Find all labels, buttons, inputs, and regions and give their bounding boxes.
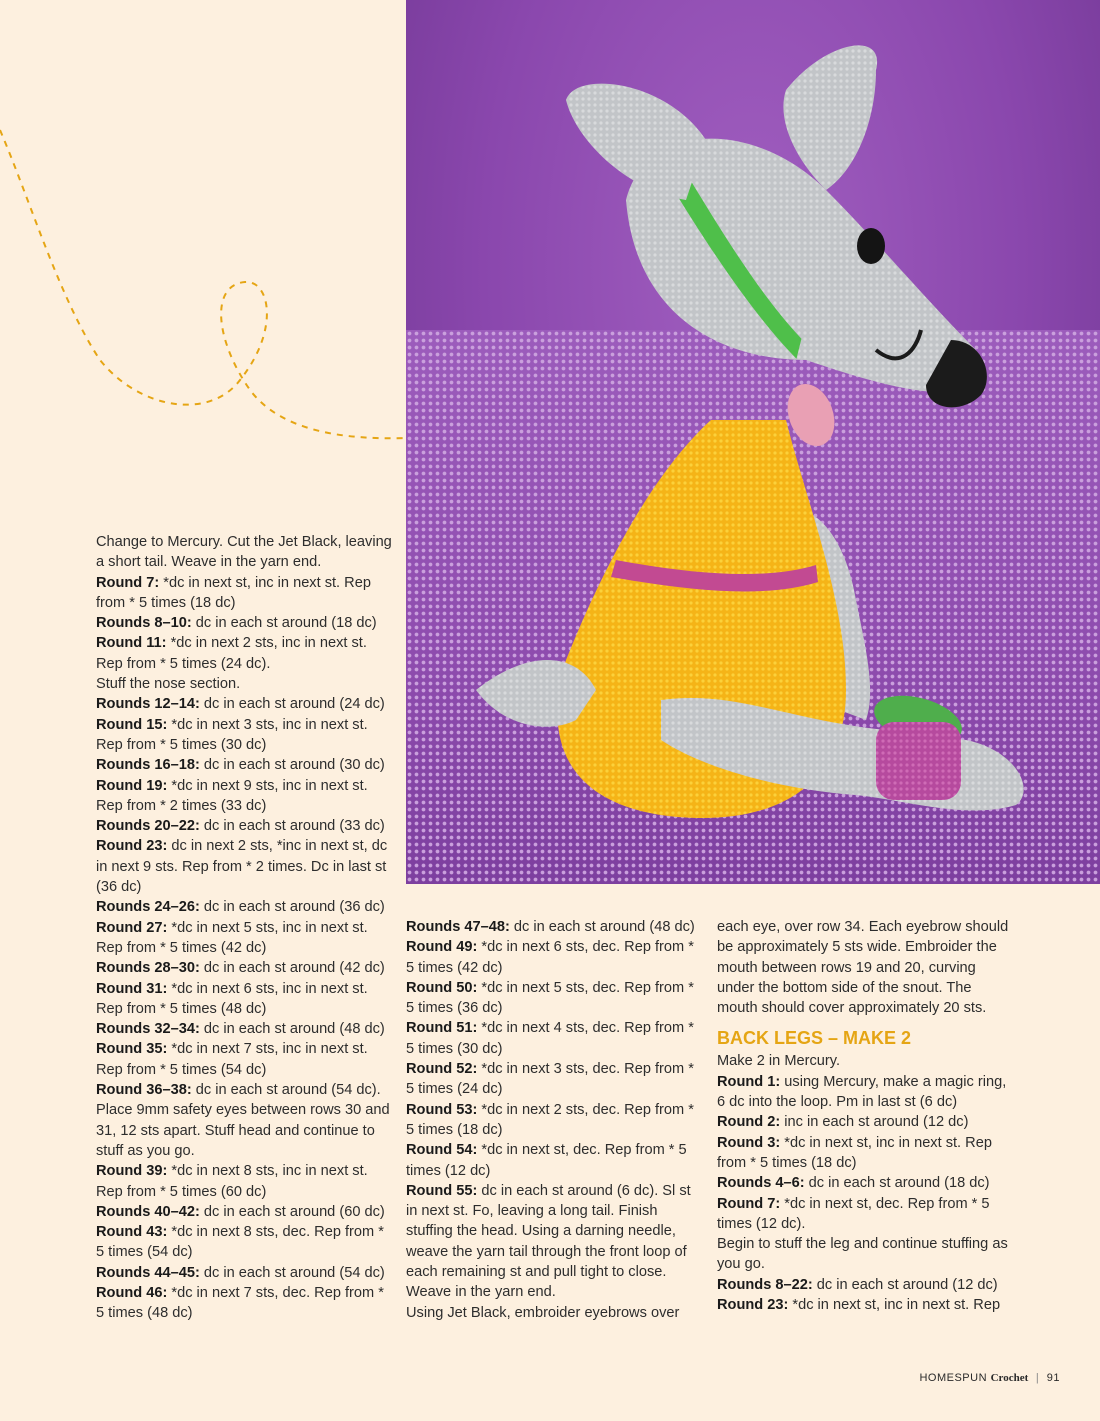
instruction-line xyxy=(96,897,392,917)
instruction-text: *dc in next 7 sts, inc in next st. Rep from * 5 times (54 dc) xyxy=(96,1041,368,1078)
round-label: Round 2: xyxy=(717,1114,781,1131)
instruction-line xyxy=(96,1263,392,1283)
round-label: Rounds 44–45: xyxy=(96,1264,200,1281)
instruction-text: *dc in next 5 sts, inc in next st. Rep from * 5 times (42 dc) xyxy=(96,919,368,956)
instruction-text: dc in each st around (12 dc) xyxy=(812,1276,998,1293)
instruction-line xyxy=(96,979,392,1020)
round-label: Rounds 4–6: xyxy=(717,1175,805,1192)
round-label: Round 3: xyxy=(717,1134,781,1151)
instruction-line xyxy=(96,1161,392,1202)
round-label: Round 7: xyxy=(717,1195,781,1212)
instruction-text: dc in each st around (42 dc) xyxy=(199,960,385,977)
instruction-text: dc in each st around (18 dc) xyxy=(191,615,377,632)
round-label: Rounds 8–10: xyxy=(96,615,192,632)
instruction-line xyxy=(406,917,702,937)
instruction-line xyxy=(406,1018,702,1059)
instruction-text: *dc in next 2 sts, inc in next st. Rep from * 5 times (24 dc). xyxy=(96,635,367,672)
instruction-text: Make 2 in Mercury. xyxy=(717,1053,840,1070)
instruction-line xyxy=(96,715,392,756)
instruction-line xyxy=(96,816,392,836)
page-footer xyxy=(919,1372,1060,1384)
instruction-text: dc in each st around (30 dc) xyxy=(199,757,385,774)
instruction-text: dc in each st around (48 dc) xyxy=(199,1021,385,1038)
footer-separator: | xyxy=(1035,1372,1040,1384)
instruction-text: *dc in next 3 sts, dec. Rep from * 5 times (24 dc) xyxy=(406,1061,694,1098)
amigurumi-mouse-illustration xyxy=(406,0,1100,884)
instruction-line xyxy=(96,674,392,694)
instruction-line xyxy=(406,1181,702,1303)
instruction-text: dc in each st around (33 dc) xyxy=(199,818,385,835)
round-label: Round 11: xyxy=(96,635,167,652)
instruction-text: *dc in next st, dec. Rep from * 5 times (12 dc). xyxy=(717,1195,990,1232)
text-column-1 xyxy=(96,532,392,1324)
text-column-2 xyxy=(406,917,702,1323)
round-label: Round 54: xyxy=(406,1142,478,1159)
instruction-line xyxy=(717,1133,1013,1174)
instruction-text: dc in each st around (24 dc) xyxy=(199,696,385,713)
round-label: Round 35: xyxy=(96,1041,168,1058)
instruction-line xyxy=(96,694,392,714)
round-label: Rounds 28–30: xyxy=(96,960,200,977)
instruction-text: dc in each st around (6 dc). Sl st in next st. Fo, leaving a long tail. Finish stuffing the head. Using a darning needle, weave the yarn tail through the front loop of each remaining st and pull tight to close. Weave in the yarn end. xyxy=(406,1182,691,1301)
instruction-text: Begin to stuff the leg and continue stuffing as you go. xyxy=(717,1236,1008,1273)
instruction-text: *dc in next 6 sts, inc in next st. Rep from * 5 times (48 dc) xyxy=(96,980,368,1017)
instruction-line xyxy=(717,1072,1013,1113)
instruction-text: *dc in next 7 sts, dec. Rep from * 5 times (48 dc) xyxy=(96,1284,384,1322)
text-column-3 xyxy=(717,917,1013,1315)
round-label: Rounds 12–14: xyxy=(96,696,200,713)
round-label: Round 1: xyxy=(717,1073,781,1090)
instruction-text: *dc in next 4 sts, dec. Rep from * 5 times (30 dc) xyxy=(406,1020,694,1057)
instruction-line xyxy=(96,1080,392,1161)
instruction-line xyxy=(96,755,392,775)
instruction-text: *dc in next st, dec. Rep from * 5 times (12 dc) xyxy=(406,1142,687,1179)
round-label: Round 39: xyxy=(96,1163,168,1180)
instruction-text: *dc in next 6 sts, dec. Rep from * 5 times (42 dc) xyxy=(406,939,694,976)
instruction-text: inc in each st around (12 dc) xyxy=(780,1114,969,1131)
instruction-text: using Mercury, make a magic ring, 6 dc into the loop. Pm in last st (6 dc) xyxy=(717,1073,1007,1111)
instruction-line xyxy=(717,1234,1013,1275)
round-label: Round 27: xyxy=(96,919,168,936)
instruction-text: dc in each st around (36 dc) xyxy=(199,899,385,916)
instruction-line xyxy=(717,1295,1013,1315)
instruction-line xyxy=(406,937,702,978)
round-label: Round 53: xyxy=(406,1101,478,1118)
round-label: Round 36–38: xyxy=(96,1082,192,1099)
round-label: Round 43: xyxy=(96,1224,168,1241)
instruction-line xyxy=(96,613,392,633)
round-label: Rounds 24–26: xyxy=(96,899,200,916)
instruction-text: *dc in next st, inc in next st. Rep from * 5 times (18 dc) xyxy=(96,574,371,611)
instruction-text: dc in each st around (48 dc) xyxy=(509,919,695,935)
instruction-line xyxy=(717,1051,1013,1071)
instruction-line xyxy=(96,573,392,614)
instruction-line xyxy=(96,532,392,573)
instruction-line xyxy=(96,633,392,674)
instruction-line xyxy=(406,1059,702,1100)
round-label: Rounds 47–48: xyxy=(406,919,510,935)
dashed-yarn-decoration xyxy=(0,0,406,460)
mouse-toy-photo xyxy=(406,0,1100,884)
instruction-text: dc in each st around (54 dc). Place 9mm safety eyes between rows 30 and 31, 12 sts apart. Stuff head and continue to stuff as you go. xyxy=(96,1082,390,1159)
round-label: Round 19: xyxy=(96,777,168,794)
round-label: Round 55: xyxy=(406,1182,478,1199)
instruction-line xyxy=(96,836,392,897)
instruction-text: *dc in next 8 sts, inc in next st. Rep from * 5 times (60 dc) xyxy=(96,1163,368,1200)
round-label: Round 50: xyxy=(406,979,478,996)
instruction-text: dc in each st around (54 dc) xyxy=(199,1264,385,1281)
instruction-line xyxy=(96,1039,392,1080)
round-label: Round 51: xyxy=(406,1020,478,1037)
round-label: Round 23: xyxy=(717,1297,789,1314)
round-label: Round 49: xyxy=(406,939,478,956)
instruction-line xyxy=(96,918,392,959)
round-label: Round 15: xyxy=(96,716,168,733)
instruction-text: *dc in next 9 sts, inc in next st. Rep from * 2 times (33 dc) xyxy=(96,777,368,814)
instruction-text: *dc in next st, inc in next st. Rep from * 5 times (18 dc) xyxy=(717,1134,992,1171)
instruction-text: *dc in next 2 sts, dec. Rep from * 5 times (18 dc) xyxy=(406,1101,694,1138)
round-label: Round 7: xyxy=(96,574,160,591)
instruction-text: *dc in next st, inc in next st. Rep xyxy=(788,1297,1001,1314)
instruction-text: Using Jet Black, embroider eyebrows over xyxy=(406,1304,680,1321)
instruction-line xyxy=(717,1275,1013,1295)
instruction-text: dc in each st around (60 dc) xyxy=(199,1203,385,1220)
page-number: 91 xyxy=(1046,1372,1060,1384)
paragraph: each eye, over row 34. Each eyebrow should be approximately 5 sts wide. Embroider the mouth between rows 19 and 20, curving under the bottom side of the snout. The mouth should cover approximately 20 sts. xyxy=(717,919,1009,1017)
instruction-text: dc in each st around (18 dc) xyxy=(804,1175,990,1192)
instruction-line xyxy=(96,1202,392,1222)
instruction-text: *dc in next 8 sts, dec. Rep from * 5 times (54 dc) xyxy=(96,1224,384,1261)
instruction-line xyxy=(96,776,392,817)
instruction-text: dc in next 2 sts, *inc in next st, dc in next 9 sts. Rep from * 2 times. Dc in last st (36 dc) xyxy=(96,838,388,896)
round-label: Rounds 32–34: xyxy=(96,1021,200,1038)
instruction-line xyxy=(717,1173,1013,1193)
round-label: Round 52: xyxy=(406,1061,478,1078)
instruction-text: Change to Mercury. Cut the Jet Black, leaving a short tail. Weave in the yarn end. xyxy=(96,534,392,571)
instruction-line xyxy=(96,1283,392,1324)
instruction-text: Stuff the nose section. xyxy=(96,676,241,693)
magazine-title: Crochet xyxy=(990,1372,1029,1384)
instruction-text: *dc in next 3 sts, inc in next st. Rep from * 5 times (30 dc) xyxy=(96,716,368,753)
round-label: Rounds 20–22: xyxy=(96,818,200,835)
instruction-line xyxy=(406,978,702,1019)
round-label: Rounds 8–22: xyxy=(717,1276,813,1293)
round-label: Round 31: xyxy=(96,980,168,997)
instruction-line xyxy=(406,1140,702,1181)
round-label: Round 46: xyxy=(96,1284,168,1301)
instruction-line xyxy=(406,1303,702,1323)
round-label: Rounds 16–18: xyxy=(96,757,200,774)
instruction-list xyxy=(717,1051,1013,1315)
instruction-line xyxy=(96,1222,392,1263)
instruction-text: *dc in next 5 sts, dec. Rep from * 5 times (36 dc) xyxy=(406,979,694,1017)
instruction-line xyxy=(96,1019,392,1039)
instruction-line xyxy=(717,1194,1013,1235)
instruction-line xyxy=(96,958,392,978)
instruction-line xyxy=(406,1100,702,1141)
section-heading-back-legs: BACK LEGS – MAKE 2 xyxy=(717,1028,912,1049)
round-label: Rounds 40–42: xyxy=(96,1203,200,1220)
instruction-line xyxy=(717,1112,1013,1132)
round-label: Round 23: xyxy=(96,838,168,855)
magazine-name: HOMESPUN xyxy=(919,1372,988,1384)
